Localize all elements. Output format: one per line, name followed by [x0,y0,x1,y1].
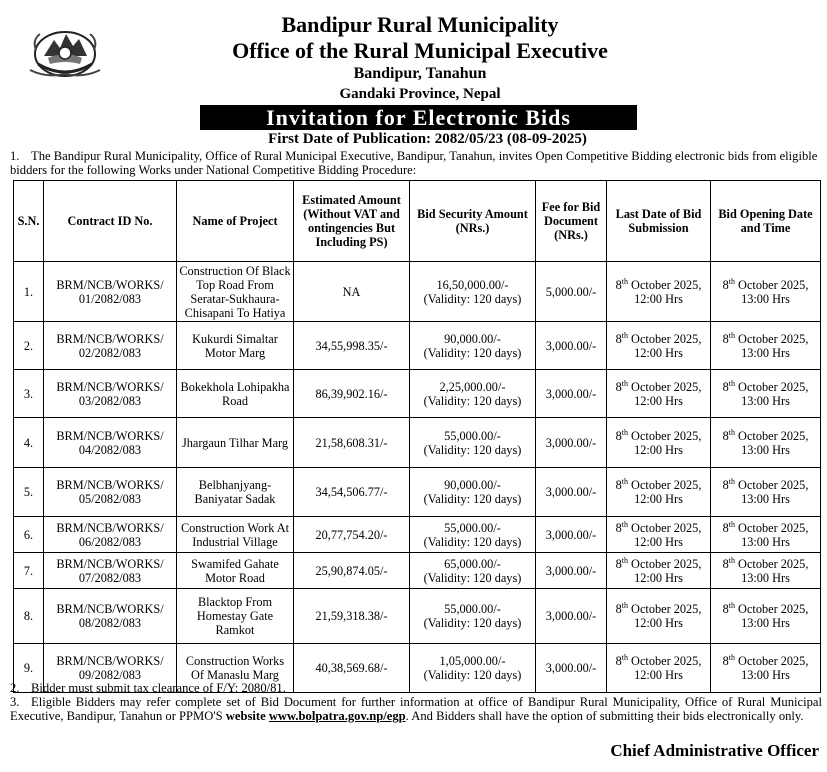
opening-time: 13:00 Hrs [741,616,790,630]
note-3-text-a: Eligible Bidders may refer complete set of Bid Document for further information at office of Bandipur Rural Municipality, Office of Rural Municipal Executive, Bandipur, Tanahun or PPMO'S [10,695,822,723]
intro-paragraph [10,149,820,177]
col-header-project: Name of Project [177,181,294,262]
cell-fee: 3,000.00/- [536,517,607,553]
cell-last-date [607,370,711,418]
opening-day-suffix: th [728,652,735,662]
security-amount: 55,000.00/- [444,520,501,535]
cell-sn: 3. [14,370,44,418]
submission-month-year: October 2025, [627,478,702,492]
cell-estimate: 21,59,318.38/- [294,589,410,644]
submission-day-suffix: th [621,519,628,529]
security-amount: 1,05,000.00/- [439,654,506,668]
cell-contract-id: BRM/NCB/WORKS/ 02/2082/083 [44,322,177,370]
office-name: Office of the Rural Municipal Executive [232,38,608,63]
col-header-last-date: Last Date of Bid Submission [607,181,711,262]
cell-estimate: 21,58,608.31/- [294,418,410,468]
cell-sn: 1. [14,262,44,322]
cell-opening-date [711,262,821,322]
opening-month-year: October 2025, [734,478,809,492]
cell-last-date [607,262,711,322]
cell-opening-date [711,370,821,418]
opening-day: 8 [722,379,729,394]
security-validity: (Validity: 120 days) [423,534,522,549]
cell-bid-security [410,468,536,517]
note-bid-document [10,695,822,723]
cell-fee: 5,000.00/- [536,262,607,322]
cell-contract-id: BRM/NCB/WORKS/ 03/2082/083 [44,370,177,418]
submission-month-year: October 2025, [627,428,702,443]
cell-bid-security [410,418,536,468]
opening-day: 8 [722,520,729,535]
cell-fee: 3,000.00/- [536,589,607,644]
opening-month-year: October 2025, [734,379,809,394]
submission-day-suffix: th [621,276,628,286]
security-amount: 90,000.00/- [444,331,501,346]
submission-month-year: October 2025, [627,520,702,535]
submission-day: 8 [615,556,622,571]
cell-project: Swamifed Gahate Motor Road [177,553,294,589]
submission-day: 8 [615,331,622,346]
submission-time: 12:00 Hrs [634,393,683,408]
submission-day-suffix: th [621,427,628,437]
opening-day-suffix: th [728,378,735,388]
note-tax-clearance [10,681,820,695]
opening-month-year: October 2025, [734,654,809,668]
security-amount: 2,25,000.00/- [439,379,506,394]
submission-time: 12:00 Hrs [634,534,683,549]
intro-number: 1. [10,149,20,163]
publication-date: First Date of Publication: 2082/05/23 (08-09-2025) [268,131,587,147]
bolpatra-link[interactable]: www.bolpatra.gov.np/egp [268,709,406,723]
bids-table [13,180,821,693]
cell-fee: 3,000.00/- [536,322,607,370]
security-amount: 65,000.00/- [444,556,501,571]
cell-sn: 7. [14,553,44,589]
table-row [14,553,821,589]
signature-title: Chief Administrative Officer [610,741,819,760]
submission-day: 8 [615,277,622,292]
security-validity: (Validity: 120 days) [423,291,522,306]
cell-sn: 2. [14,322,44,370]
opening-month-year: October 2025, [734,602,809,616]
security-validity: (Validity: 120 days) [423,345,522,360]
submission-day-suffix: th [621,476,628,486]
col-header-sn: S.N. [14,181,44,262]
cell-fee: 3,000.00/- [536,644,607,693]
cell-sn: 8. [14,589,44,644]
submission-day-suffix: th [621,330,628,340]
cell-bid-security [410,370,536,418]
submission-month-year: October 2025, [627,602,702,616]
note-2-text: Bidder must submit tax clearance of F/Y: 2080/81. [31,681,286,695]
cell-opening-date [711,517,821,553]
cell-project: Construction Of Black Top Road From Seratar-Sukhaura-Chisapani To Hatiya [177,262,294,322]
opening-day-suffix: th [728,276,735,286]
col-header-opening-date: Bid Opening Date and Time [711,181,821,262]
col-header-bid-security: Bid Security Amount (NRs.) [410,181,536,262]
security-amount: 16,50,000.00/- [436,277,509,292]
opening-time: 13:00 Hrs [741,668,790,682]
cell-bid-security [410,262,536,322]
submission-time: 12:00 Hrs [634,668,683,682]
cell-sn: 6. [14,517,44,553]
security-validity: (Validity: 120 days) [423,570,522,585]
cell-contract-id: BRM/NCB/WORKS/ 09/2082/083 [44,644,177,693]
opening-day: 8 [722,331,729,346]
submission-day: 8 [615,379,622,394]
opening-day-suffix: th [728,330,735,340]
cell-last-date [607,589,711,644]
cell-project: Kukurdi Simaltar Motor Marg [177,322,294,370]
cell-contract-id: BRM/NCB/WORKS/ 01/2082/083 [44,262,177,322]
table-header-row [14,181,821,262]
cell-project: Bokekhola Lohipakha Road [177,370,294,418]
cell-last-date [607,468,711,517]
opening-day: 8 [722,478,729,492]
table-row [14,468,821,517]
cell-contract-id: BRM/NCB/WORKS/ 07/2082/083 [44,553,177,589]
submission-time: 12:00 Hrs [634,492,683,506]
submission-day-suffix: th [621,378,628,388]
security-amount: 90,000.00/- [444,478,501,492]
submission-month-year: October 2025, [627,277,702,292]
note-3-text-b: . And Bidders shall have the option of submitting their bids electronically only. [405,709,804,723]
cell-last-date [607,322,711,370]
opening-day: 8 [722,428,729,443]
col-header-fee: Fee for Bid Document (NRs.) [536,181,607,262]
note-2-number: 2. [10,681,20,695]
cell-fee: 3,000.00/- [536,370,607,418]
cell-project: Construction Works Of Manaslu Marg [177,644,294,693]
cell-opening-date [711,418,821,468]
table-row [14,322,821,370]
opening-time: 13:00 Hrs [741,345,790,360]
opening-day: 8 [722,556,729,571]
notice-title-banner: Invitation for Electronic Bids [200,105,637,130]
submission-month-year: October 2025, [627,556,702,571]
submission-time: 12:00 Hrs [634,291,683,306]
note-3-number: 3. [10,695,20,709]
col-header-estimate: Estimated Amount (Without VAT and ontingencies But Including PS) [294,181,410,262]
opening-time: 13:00 Hrs [741,442,790,457]
submission-month-year: October 2025, [627,379,702,394]
opening-time: 13:00 Hrs [741,570,790,585]
cell-contract-id: BRM/NCB/WORKS/ 08/2082/083 [44,589,177,644]
cell-last-date [607,517,711,553]
submission-time: 12:00 Hrs [634,442,683,457]
cell-estimate: 86,39,902.16/- [294,370,410,418]
table-row [14,517,821,553]
submission-time: 12:00 Hrs [634,345,683,360]
submission-time: 12:00 Hrs [634,616,683,630]
cell-bid-security [410,517,536,553]
submission-day: 8 [615,520,622,535]
table-row [14,262,821,322]
cell-project: Jhargaun Tilhar Marg [177,418,294,468]
cell-bid-security [410,553,536,589]
opening-month-year: October 2025, [734,520,809,535]
opening-day: 8 [722,654,729,668]
cell-project: Belbhanjyang-Baniyatar Sadak [177,468,294,517]
opening-day-suffix: th [728,600,735,610]
security-validity: (Validity: 120 days) [423,393,522,408]
office-address: Bandipur, Tanahun [353,65,487,82]
submission-day: 8 [615,478,622,492]
submission-day: 8 [615,428,622,443]
opening-time: 13:00 Hrs [741,291,790,306]
submission-day-suffix: th [621,555,628,565]
cell-sn: 4. [14,418,44,468]
opening-day: 8 [722,277,729,292]
cell-estimate: 34,54,506.77/- [294,468,410,517]
submission-day-suffix: th [621,600,628,610]
cell-bid-security [410,589,536,644]
opening-time: 13:00 Hrs [741,492,790,506]
cell-estimate: NA [294,262,410,322]
opening-day: 8 [722,602,729,616]
cell-last-date [607,418,711,468]
cell-fee: 3,000.00/- [536,468,607,517]
security-validity: (Validity: 120 days) [423,492,522,506]
security-validity: (Validity: 120 days) [423,668,522,682]
opening-day-suffix: th [728,427,735,437]
submission-month-year: October 2025, [627,654,702,668]
opening-day-suffix: th [728,555,735,565]
municipality-name: Bandipur Rural Municipality [281,12,559,37]
cell-estimate: 40,38,569.68/- [294,644,410,693]
security-amount: 55,000.00/- [444,602,501,616]
opening-day-suffix: th [728,476,735,486]
table-row [14,418,821,468]
cell-sn: 9. [14,644,44,693]
cell-contract-id: BRM/NCB/WORKS/ 06/2082/083 [44,517,177,553]
security-validity: (Validity: 120 days) [423,442,522,457]
submission-time: 12:00 Hrs [634,570,683,585]
cell-opening-date [711,589,821,644]
note-3-website-label: website [225,709,266,723]
cell-opening-date [711,553,821,589]
cell-contract-id: BRM/NCB/WORKS/ 04/2082/083 [44,418,177,468]
office-province: Gandaki Province, Nepal [339,86,501,102]
cell-bid-security [410,322,536,370]
cell-project: Construction Work At Industrial Village [177,517,294,553]
opening-month-year: October 2025, [734,277,809,292]
submission-day-suffix: th [621,652,628,662]
security-amount: 55,000.00/- [444,428,501,443]
submission-day: 8 [615,654,622,668]
submission-month-year: October 2025, [627,331,702,346]
col-header-contract-id: Contract ID No. [44,181,177,262]
cell-fee: 3,000.00/- [536,553,607,589]
cell-estimate: 25,90,874.05/- [294,553,410,589]
table-row [14,370,821,418]
security-validity: (Validity: 120 days) [423,616,522,630]
cell-estimate: 34,55,998.35/- [294,322,410,370]
cell-contract-id: BRM/NCB/WORKS/ 05/2082/083 [44,468,177,517]
table-row [14,589,821,644]
cell-opening-date [711,468,821,517]
opening-month-year: October 2025, [734,556,809,571]
opening-month-year: October 2025, [734,428,809,443]
submission-day: 8 [615,602,622,616]
intro-text: The Bandipur Rural Municipality, Office of Rural Municipal Executive, Bandipur, Tanahun, invites Open Competitive Bidding electronic bids from eligible bidders for the following Works under National Competitive Bidding Procedure: [10,149,818,177]
opening-day-suffix: th [728,519,735,529]
cell-fee: 3,000.00/- [536,418,607,468]
cell-last-date [607,553,711,589]
cell-opening-date [711,322,821,370]
cell-estimate: 20,77,754.20/- [294,517,410,553]
opening-time: 13:00 Hrs [741,534,790,549]
cell-sn: 5. [14,468,44,517]
cell-project: Blacktop From Homestay Gate Ramkot [177,589,294,644]
opening-month-year: October 2025, [734,331,809,346]
opening-time: 13:00 Hrs [741,393,790,408]
